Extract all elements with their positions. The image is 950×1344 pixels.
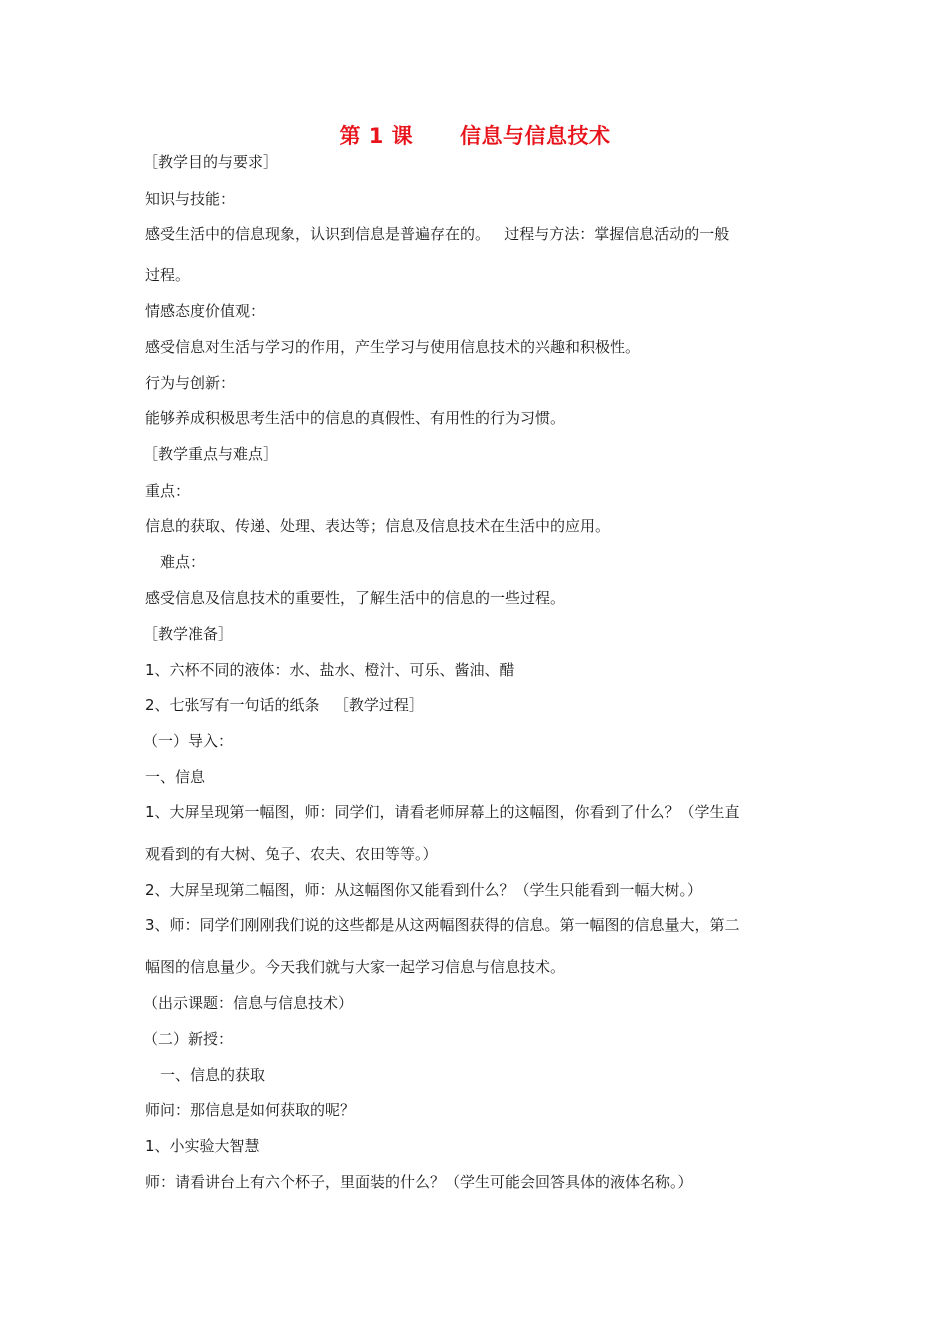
section-heading-preparation: ［教学准备］ — [143, 625, 234, 643]
paragraph-line: 感受信息对生活与学习的作用，产生学习与使用信息技术的兴趣和积极性。 — [145, 338, 641, 356]
paragraph-line: 重点： — [145, 482, 191, 500]
list-item: 1、六杯不同的液体：水、盐水、橙汁、可乐、酱油、醋 — [145, 661, 515, 679]
paragraph-line: 观看到的有大树、兔子、农夫、农田等等。） — [145, 845, 438, 863]
paragraph-line: （出示课题：信息与信息技术） — [143, 994, 354, 1012]
lesson-title: 第 1 课 信息与信息技术 — [339, 124, 611, 148]
section-heading-objectives: ［教学目的与要求］ — [143, 153, 279, 171]
paragraph-line: 知识与技能： — [145, 190, 236, 208]
list-item: 1、小实验大智慧 — [145, 1137, 260, 1155]
paragraph-line: 一、信息的获取 — [160, 1066, 266, 1084]
paragraph-line: 能够养成积极思考生活中的信息的真假性、有用性的行为习惯。 — [145, 409, 566, 427]
list-item: 1、大屏呈现第一幅图，师：同学们，请看老师屏幕上的这幅图，你看到了什么？（学生直 — [145, 803, 740, 821]
paragraph-line: 师：请看讲台上有六个杯子，里面装的什么？（学生可能会回答具体的液体名称。） — [145, 1173, 693, 1191]
paragraph-line: 过程。 — [145, 266, 191, 284]
paragraph-line: 难点： — [160, 553, 206, 571]
paragraph-line: 一、信息 — [145, 768, 206, 786]
paragraph-line: 行为与创新： — [145, 374, 236, 392]
list-item: 2、大屏呈现第二幅图，师：从这幅图你又能看到什么？（学生只能看到一幅大树。） — [145, 881, 703, 899]
section-heading-key-points: ［教学重点与难点］ — [143, 445, 279, 463]
paragraph-line: （二）新授： — [143, 1030, 234, 1048]
paragraph-line: 感受信息及信息技术的重要性，了解生活中的信息的一些过程。 — [145, 589, 566, 607]
paragraph-line: 幅图的信息量少。今天我们就与大家一起学习信息与信息技术。 — [145, 958, 566, 976]
paragraph-line: （一）导入： — [143, 732, 234, 750]
paragraph-line: 师问：那信息是如何获取的呢？ — [145, 1101, 356, 1119]
list-item: 2、七张写有一句话的纸条 ［教学过程］ — [145, 696, 424, 714]
paragraph-line: 情感态度价值观： — [145, 302, 266, 320]
paragraph-line: 信息的获取、传递、处理、表达等；信息及信息技术在生活中的应用。 — [145, 517, 611, 535]
paragraph-line: 感受生活中的信息现象，认识到信息是普遍存在的。 过程与方法：掌握信息活动的一般 — [145, 225, 730, 243]
list-item: 3、师：同学们刚刚我们说的这些都是从这两幅图获得的信息。第一幅图的信息量大，第二 — [145, 916, 740, 934]
